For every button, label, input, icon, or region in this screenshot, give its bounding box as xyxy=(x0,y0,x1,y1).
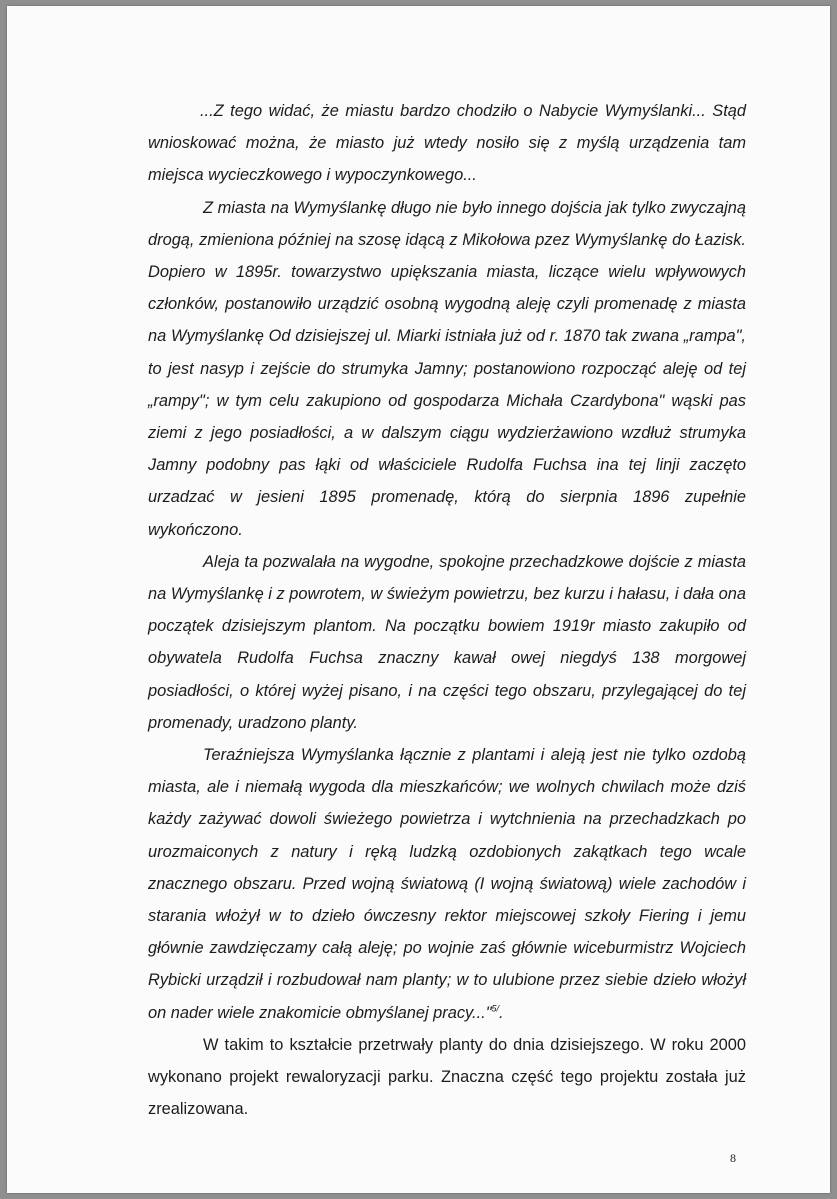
paragraph-3: Aleja ta pozwalała na wygodne, spokojne przechadzkowe dojście z miasta na Wymyślankę i z powrotem, w świeżym powietrzu, bez kurzu i hałasu, i dała ona początek dzisiejszym plantom. Na początku bowiem 1919r miasto zakupiło od obywatela Rudolfa Fuchsa znaczny kawał owej niegdyś 138 morgowej posiadłości, o której wyżej pisano, i na części tego obszaru, przylegającej do tej promenady, uradzono planty. xyxy=(148,552,746,732)
paragraph-2: Z miasta na Wymyślankę długo nie było innego dojścia jak tylko zwyczajną drogą, zmieniona później na szosę idącą z Mikołowa pzez Wymyślankę do Łazisk. Dopiero w 1895r. towarzystwo upiększania miasta, liczące wielu wpływowych członków, postanowiło urządzić osobną wygodną aleję czyli promenadę z miasta na Wymyślankę Od dzisiejszej ul. Miarki istniała już od r. 1870 tak zwana „rampa", to jest nasyp i zejście do strumyka Jamny; postanowiono rozpocząć aleję od tej „rampy"; w tym celu zakupiono od gospodarza Michała Czardybona" wąski pas ziemi z jego posiadłości, a w dalszym ciągu wydzierżawiono wzdłuż strumyka Jamny podobny pas łąki od właściciele Rudolfa Fuchsa ina tej linji zaczęto urzadzać w jesieni 1895 promenadę, którą do sierpnia 1896 zupełnie wykończono. xyxy=(148,198,746,539)
paragraph-4 xyxy=(148,739,746,1029)
footnote-reference: 5/ xyxy=(491,1003,500,1014)
document-page xyxy=(7,6,830,1193)
paragraph-1: ...Z tego widać, że miastu bardzo chodziło o Nabycie Wymyślanki... Stąd wnioskować można, że miasto już wtedy nosiło się z myślą urządzenia tam miejsca wycieczkowego i wypoczynkowego... xyxy=(148,102,746,185)
body-text xyxy=(148,95,746,1126)
paragraph-5: W takim to kształcie przetrwały planty do dnia dzisiejszego. W roku 2000 wykonano projekt rewaloryzacji parku. Znaczna część tego projektu została już zrealizowana. xyxy=(148,1035,746,1119)
paragraph-4-text: Teraźniejsza Wymyślanka łącznie z plantami i aleją jest nie tylko ozdobą miasta, ale i niemałą wygoda dla mieszkańców; we wolnych chwilach może dziś każdy zażywać dowoli świeżego powietrza i wytchnienia na przechadzkach po urozmaiconych z natury i ręką ludzką ozdobionych zakątkach tego wcale znacznego obszaru. Przed wojną światową (I wojną światową) wiele zachodów i starania włożył w to dzieło ówczesny rektor miejscowej szkoły Fiering i jemu głównie zawdzięczamy całą aleję; po wojnie zaś głównie wiceburmistrz Wojciech Rybicki urządził i rozbudował nam planty; w to ulubione przez siebie dzieło włożył on nader wiele znakomicie obmyślanej pracy..." xyxy=(148,746,746,1022)
footnote-tail: . xyxy=(499,1003,504,1022)
page-number: 8 xyxy=(730,1151,736,1165)
